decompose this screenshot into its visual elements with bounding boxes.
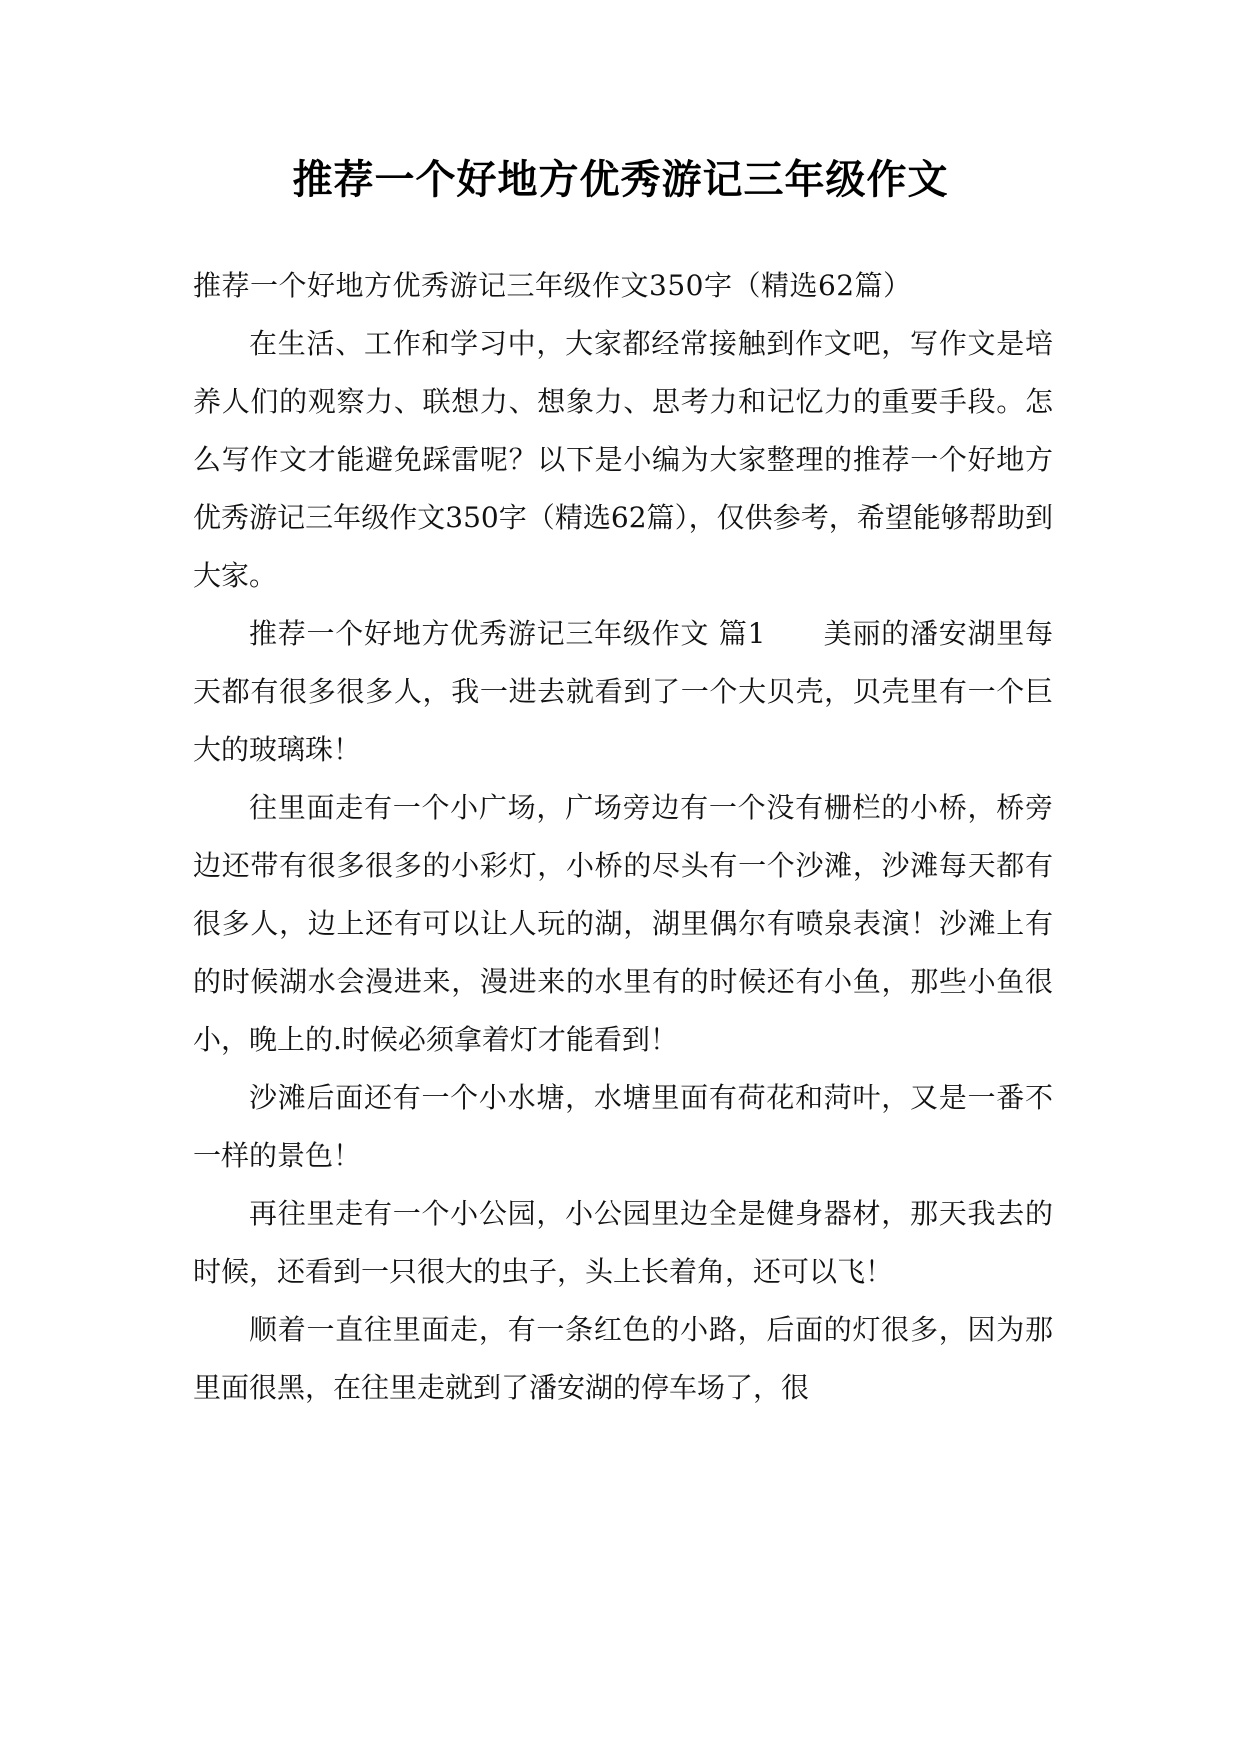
document-body [193, 257, 1053, 1417]
paragraph-2: 往里面走有一个小广场，广场旁边有一个没有栅栏的小桥，桥旁边还带有很多很多的小彩灯，小桥的尽头有一个沙滩，沙滩每天都有很多人，边上还有可以让人玩的湖，湖里偶尔有喷泉表演！沙滩上有的时候湖水会漫进来，漫进来的水里有的时候还有小鱼，那些小鱼很小，晚上的.时候必须拿着灯才能看到！ [193, 791, 1053, 1056]
document-subtitle: 推荐一个好地方优秀游记三年级作文350字（精选62篇） [193, 269, 912, 302]
paragraph-intro: 在生活、工作和学习中，大家都经常接触到作文吧，写作文是培养人们的观察力、联想力、想象力、思考力和记忆力的重要手段。怎么写作文才能避免踩雷呢？以下是小编为大家整理的推荐一个好地方优秀游记三年级作文350字（精选62篇），仅供参考，希望能够帮助到大家。 [193, 327, 1053, 592]
document-title: 推荐一个好地方优秀游记三年级作文 [292, 156, 949, 203]
paragraph-4: 再往里走有一个小公园，小公园里边全是健身器材，那天我去的时候，还看到一只很大的虫子，头上长着角，还可以飞！ [193, 1197, 1053, 1288]
paragraph-1: 推荐一个好地方优秀游记三年级作文 篇1 美丽的潘安湖里每天都有很多很多人，我一进去就看到了一个大贝壳，贝壳里有一个巨大的玻璃珠！ [193, 617, 1053, 766]
paragraph-3: 沙滩后面还有一个小水塘，水塘里面有荷花和菏叶，又是一番不一样的景色！ [193, 1081, 1053, 1172]
paragraph-5: 顺着一直往里面走，有一条红色的小路，后面的灯很多，因为那里面很黑，在往里走就到了潘安湖的停车场了，很 [193, 1313, 1053, 1404]
